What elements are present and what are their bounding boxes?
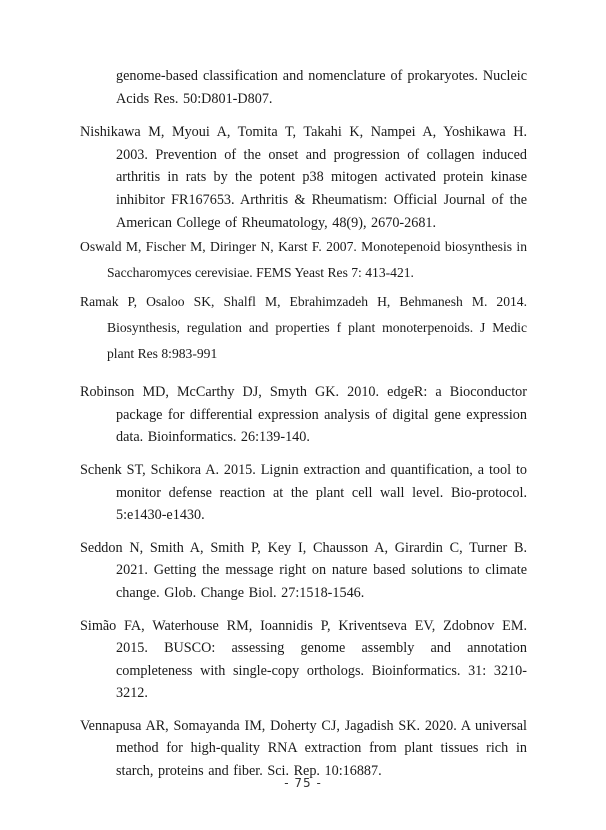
reference-robinson: Robinson MD, McCarthy DJ, Smyth GK. 2010. edgeR: a Bioconductor package for differential expression analysis of digital gene expression data. Bioinformatics. 26:139-140.	[80, 384, 527, 446]
reference-vennapusa: Vennapusa AR, Somayanda IM, Doherty CJ, Jagadish SK. 2020. A universal method for high-quality RNA extraction from plant tissues rich in starch, proteins and fiber. Sci. Rep. 10:16887.	[80, 717, 527, 780]
reference-simao: Simão FA, Waterhouse RM, Ioannidis P, Kriventseva EV, Zdobnov EM. 2015. BUSCO: assessing genome assembly and annotation completeness with single-copy orthologs. Bioinformatics. 31: 3210-3212.	[80, 617, 527, 702]
page-number: - 75 -	[284, 776, 322, 790]
reference-seddon: Seddon N, Smith A, Smith P, Key I, Chausson A, Girardin C, Turner B. 2021. Getting the message right on nature based solutions to climate change. Glob. Change Biol. 27:1518-1546.	[80, 539, 527, 601]
reference-list	[80, 65, 527, 783]
reference-ramak: Ramak P, Osaloo SK, Shalfl M, Ebrahimzadeh H, Behmanesh M. 2014. Biosynthesis, regulation and properties f plant monoterpenoids. J Medic plant Res 8:983-991	[80, 294, 527, 362]
reference-continued: genome-based classification and nomenclature of prokaryotes. Nucleic Acids Res. 50:D801-D807.	[116, 68, 527, 107]
reference-nishikawa: Nishikawa M, Myoui A, Tomita T, Takahi K, Nampei A, Yoshikawa H. 2003. Prevention of the onset and progression of collagen induced arthritis in rats by the potent p38 mitogen activated protein kinase inhibitor FR167653. Arthritis & Rheumatism: Official Journal of the American College of Rheumatology, 48(9), 2670-2681.	[80, 124, 527, 231]
reference-oswald: Oswald M, Fischer M, Diringer N, Karst F. 2007. Monotepenoid biosynthesis in Saccharomyces cerevisiae. FEMS Yeast Res 7: 413-421.	[80, 239, 527, 281]
reference-schenk: Schenk ST, Schikora A. 2015. Lignin extraction and quantification, a tool to monitor defense reaction at the plant cell wall level. Bio-protocol. 5:e1430-e1430.	[80, 461, 527, 524]
